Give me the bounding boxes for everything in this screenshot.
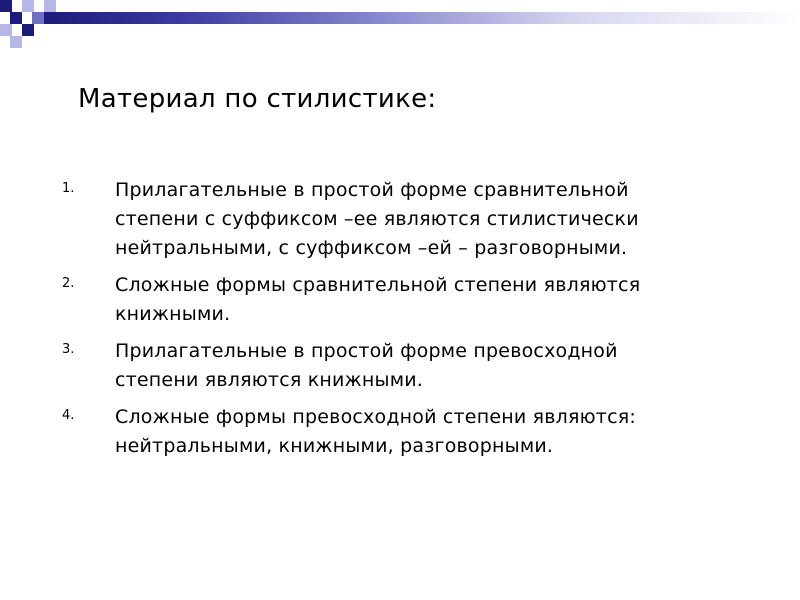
list-item <box>0 403 800 461</box>
numbered-list <box>0 176 800 469</box>
decor-square <box>10 12 22 24</box>
decor-square <box>10 36 22 48</box>
list-item-text: Сложные формы превосходной степени являются: нейтральными, книжными, разговорными. <box>115 406 636 457</box>
decor-square <box>22 24 34 36</box>
list-item-number: 1. <box>62 181 75 196</box>
decor-square <box>32 12 44 24</box>
list-item-text: Прилагательные в простой форме превосходной степени являются книжными. <box>115 340 618 391</box>
list-item <box>0 176 800 263</box>
slide-title: Материал по стилистике: <box>78 84 437 114</box>
header-gradient-bar <box>44 12 800 24</box>
list-item <box>0 271 800 329</box>
header-decoration <box>0 0 800 56</box>
decor-square <box>22 0 34 12</box>
list-item-number: 4. <box>62 408 75 423</box>
list-item-text: Прилагательные в простой форме сравнительной степени с суффиксом –ее являются стилистически нейтральными, с суффиксом –ей – разговорными. <box>115 179 639 259</box>
list-item-number: 2. <box>62 276 75 291</box>
list-item <box>0 337 800 395</box>
decor-square <box>44 0 56 12</box>
decor-square <box>0 0 12 12</box>
list-item-text: Сложные формы сравнительной степени являются книжными. <box>115 274 641 325</box>
list-item-number: 3. <box>62 342 75 357</box>
decor-square <box>0 24 12 36</box>
